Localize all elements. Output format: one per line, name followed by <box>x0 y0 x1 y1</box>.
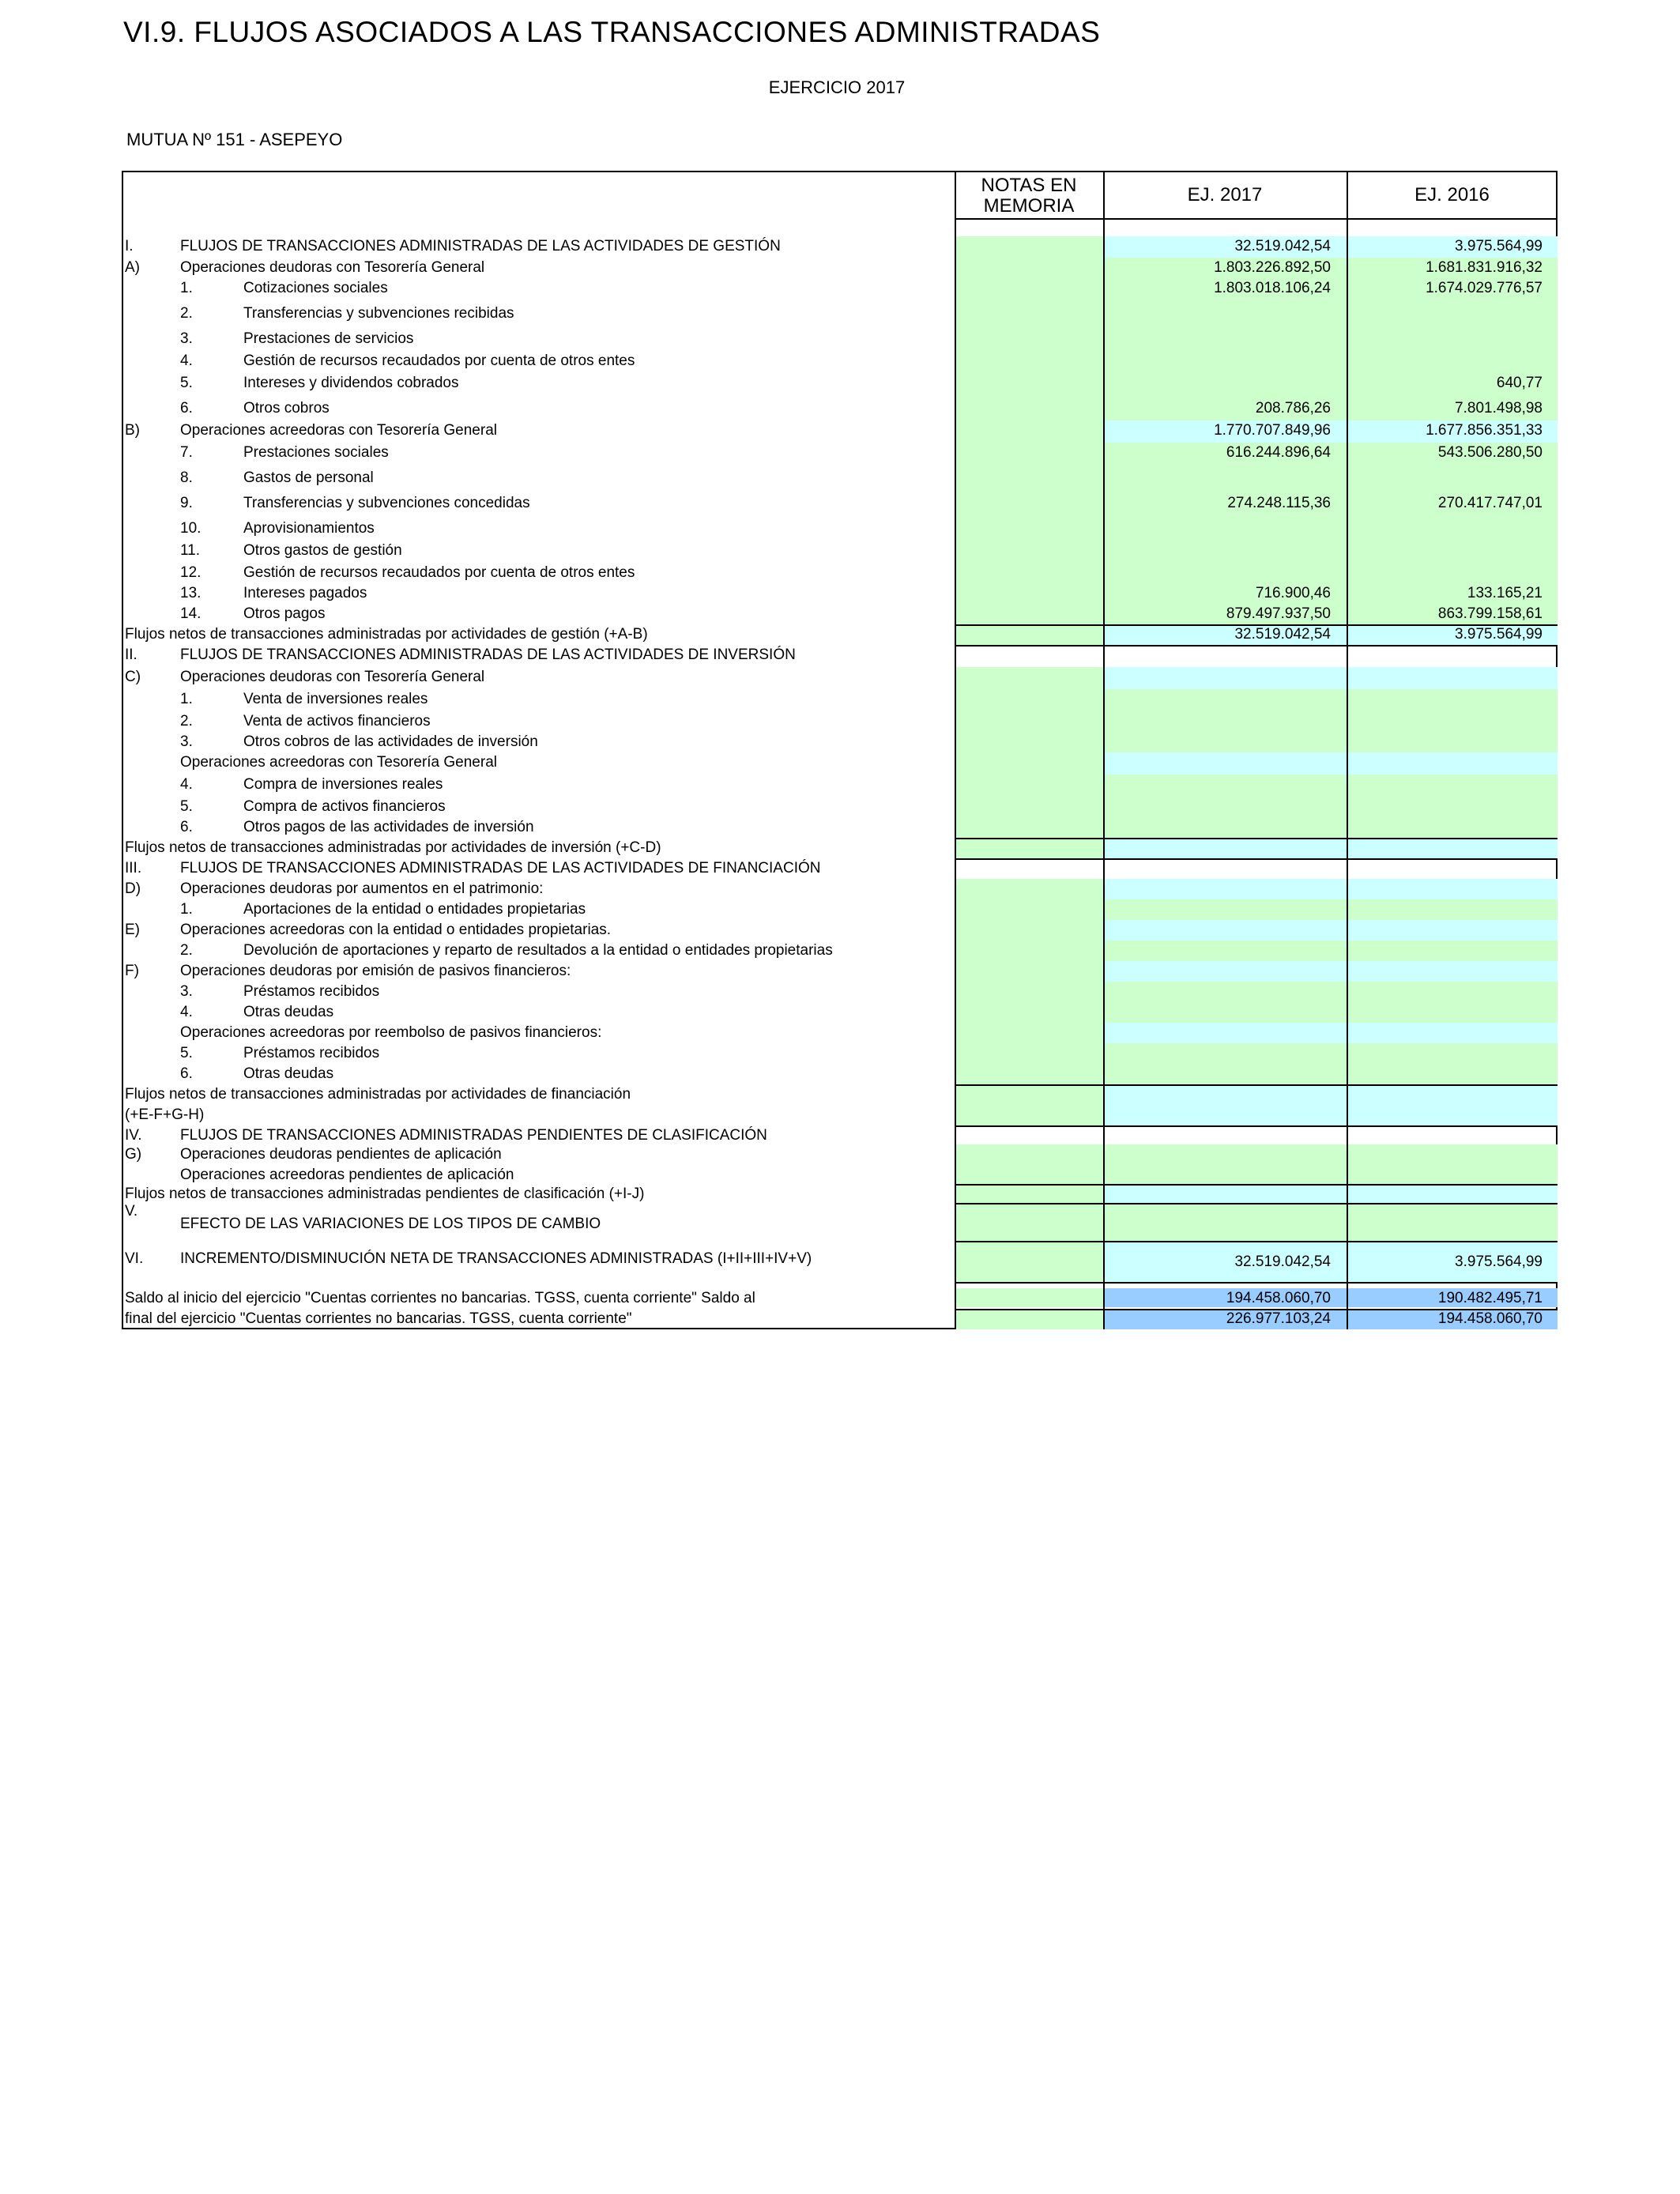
row-number: 6. <box>180 819 193 835</box>
row-label: Otras deudas <box>243 1065 334 1082</box>
table-row <box>123 518 1558 541</box>
table-row <box>123 775 1558 797</box>
column-divider <box>1103 171 1105 1329</box>
row-label: Venta de inversiones reales <box>243 691 428 707</box>
value-2016: 1.677.856.351,33 <box>1426 422 1543 439</box>
row-label: Préstamos recibidos <box>243 1045 380 1061</box>
table-row <box>123 443 1558 468</box>
row-code: IV. <box>125 1127 142 1144</box>
row-number: 2. <box>180 942 193 959</box>
row-number: 3. <box>180 733 193 750</box>
table-row <box>123 879 1558 899</box>
row-label: Compra de inversiones reales <box>243 776 443 793</box>
table-row <box>123 797 1558 817</box>
row-label: Saldo al inicio del ejercicio "Cuentas corrientes no bancarias. TGSS, cuenta corriente" Saldo al <box>125 1290 755 1306</box>
row-label: Otros cobros <box>243 400 330 417</box>
value-2017: 208.786,26 <box>1255 400 1331 417</box>
value-2016: 7.801.498,98 <box>1455 400 1543 417</box>
row-code: II. <box>125 647 137 663</box>
section-rule <box>955 1282 1558 1284</box>
row-label: INCREMENTO/DISMINUCIÓN NETA DE TRANSACCIONES ADMINISTRADAS (I+II+III+IV+V) <box>180 1250 812 1267</box>
value-2017: 716.900,46 <box>1255 585 1331 601</box>
table-row <box>123 899 1558 920</box>
value-2017: 879.497.937,50 <box>1226 605 1331 622</box>
section-rule <box>955 1084 1558 1086</box>
row-label: Cotizaciones sociales <box>243 280 388 296</box>
row-number: 11. <box>180 542 201 559</box>
row-code: C) <box>125 669 141 685</box>
row-number: 10. <box>180 520 202 537</box>
table-row <box>123 258 1558 280</box>
row-label: Operaciones acreedoras con Tesorería General <box>180 422 497 439</box>
table-row <box>123 604 1558 624</box>
row-label: Otras deudas <box>243 1004 334 1020</box>
row-label: FLUJOS DE TRANSACCIONES ADMINISTRADAS PENDIENTES DE CLASIFICACIÓN <box>180 1127 767 1144</box>
table-row <box>123 920 1558 941</box>
table-row <box>123 1043 1558 1064</box>
row-label: Préstamos recibidos <box>243 983 380 1000</box>
row-label: Operaciones deudoras pendientes de aplicación <box>180 1146 502 1163</box>
table-row <box>123 752 1558 775</box>
page-title: VI.9. FLUJOS ASOCIADOS A LAS TRANSACCIONES ADMINISTRADAS <box>123 16 1101 48</box>
row-code: E) <box>125 922 140 938</box>
row-number: 13. <box>180 585 202 601</box>
row-label: Flujos netos de transacciones administradas por actividades de gestión (+A-B) <box>125 626 648 643</box>
value-2017: 1.803.018.106,24 <box>1214 280 1331 296</box>
value-2017: 32.519.042,54 <box>1234 1253 1331 1270</box>
section-rule <box>955 838 1558 839</box>
header-year-2017: EJ. 2017 <box>1103 171 1347 220</box>
table-row <box>123 303 1558 329</box>
row-number: 2. <box>180 305 193 322</box>
table-row <box>123 1241 1558 1282</box>
row-label: Operaciones acreedoras con Tesorería General <box>180 754 497 771</box>
value-2017: 32.519.042,54 <box>1234 238 1331 254</box>
column-divider <box>955 171 956 1329</box>
value-2017: 274.248.115,36 <box>1227 495 1331 511</box>
table-row <box>123 1184 1558 1203</box>
row-number: 4. <box>180 352 193 369</box>
table-row <box>123 468 1558 493</box>
row-label: Aprovisionamientos <box>243 520 375 537</box>
row-label: Operaciones deudoras con Tesorería General <box>180 669 485 685</box>
row-label: Gestión de recursos recaudados por cuenta de otros entes <box>243 564 635 581</box>
table-row <box>123 1144 1558 1165</box>
value-2017: 32.519.042,54 <box>1234 626 1331 643</box>
table-row <box>123 583 1558 604</box>
row-number: 9. <box>180 495 193 511</box>
row-number: 3. <box>180 983 193 1000</box>
value-2017: 1.770.707.849,96 <box>1214 422 1331 439</box>
row-number: 2. <box>180 713 193 729</box>
row-label: Prestaciones sociales <box>243 444 389 461</box>
row-label: Otros pagos <box>243 605 326 622</box>
row-label: FLUJOS DE TRANSACCIONES ADMINISTRADAS DE LAS ACTIVIDADES DE GESTIÓN <box>180 238 781 254</box>
row-code: VI. <box>125 1250 144 1267</box>
table-row <box>123 563 1558 583</box>
value-2016: 640,77 <box>1496 375 1543 391</box>
table-row <box>123 858 1558 879</box>
ejercicio-text: EJERCICIO 2017 <box>768 77 906 97</box>
row-number: 3. <box>180 330 193 347</box>
section-rule <box>955 645 1558 647</box>
table-row <box>123 1002 1558 1023</box>
row-label: Otros cobros de las actividades de inversión <box>243 733 538 750</box>
row-label: Flujos netos de transacciones administradas por actividades de inversión (+C-D) <box>125 839 661 856</box>
row-label: Gestión de recursos recaudados por cuenta de otros entes <box>243 352 635 369</box>
row-number: 14. <box>180 605 202 622</box>
value-2017: 226.977.103,24 <box>1226 1310 1331 1327</box>
row-number: 5. <box>180 798 193 815</box>
row-label: (+E-F+G-H) <box>125 1106 205 1123</box>
row-code: A) <box>125 259 140 276</box>
row-number: 4. <box>180 1004 193 1020</box>
row-number: 1. <box>180 691 193 707</box>
row-number: 4. <box>180 776 193 793</box>
row-number: 12. <box>180 564 202 581</box>
table-row <box>123 711 1558 732</box>
section-rule <box>955 1203 1558 1204</box>
value-2016: 1.674.029.776,57 <box>1426 280 1543 296</box>
section-rule <box>955 1241 1558 1242</box>
table-row <box>123 1288 1558 1307</box>
value-2016: 133.165,21 <box>1467 585 1543 601</box>
table-row <box>123 1084 1558 1105</box>
row-label: Otros pagos de las actividades de inversión <box>243 819 534 835</box>
table-row <box>123 689 1558 711</box>
table-row <box>123 667 1558 689</box>
section-rule <box>955 1309 1558 1310</box>
table-row <box>123 1105 1558 1125</box>
row-label: EFECTO DE LAS VARIACIONES DE LOS TIPOS DE CAMBIO <box>180 1216 601 1232</box>
value-2016: 1.681.831.916,32 <box>1426 259 1543 276</box>
table-row <box>123 645 1558 667</box>
row-label: Flujos netos de transacciones administradas por actividades de financiación <box>125 1086 631 1103</box>
row-code: I. <box>125 238 134 254</box>
value-2016: 270.417.747,01 <box>1437 495 1543 511</box>
table-row <box>123 1165 1558 1184</box>
row-label: Transferencias y subvenciones recibidas <box>243 305 514 322</box>
row-label: Aportaciones de la entidad o entidades propietarias <box>243 901 586 918</box>
section-rule <box>955 1184 1558 1186</box>
row-label: Venta de activos financieros <box>243 713 431 729</box>
table-row <box>123 541 1558 563</box>
table-row <box>123 373 1558 398</box>
row-label: Operaciones deudoras por aumentos en el patrimonio: <box>180 880 544 897</box>
table-row <box>123 838 1558 858</box>
table-row <box>123 420 1558 443</box>
row-label: Operaciones acreedoras pendientes de aplicación <box>180 1167 514 1183</box>
row-number: 1. <box>180 901 193 918</box>
header-notes: NOTAS EN MEMORIA <box>955 171 1103 220</box>
table-row <box>123 817 1558 838</box>
row-label: Operaciones acreedoras con la entidad o entidades propietarias. <box>180 922 612 938</box>
row-label: Intereses y dividendos cobrados <box>243 375 459 391</box>
table-row <box>123 941 1558 961</box>
row-number: 6. <box>180 400 193 417</box>
table-row <box>123 278 1558 303</box>
row-label: Gastos de personal <box>243 469 374 486</box>
row-label: FLUJOS DE TRANSACCIONES ADMINISTRADAS DE LAS ACTIVIDADES DE FINANCIACIÓN <box>180 860 821 876</box>
section-rule <box>955 1125 1558 1127</box>
table-row <box>123 982 1558 1002</box>
value-2016: 194.458.060,70 <box>1437 1310 1543 1327</box>
value-2016: 543.506.280,50 <box>1437 444 1543 461</box>
value-2017: 616.244.896,64 <box>1226 444 1331 461</box>
row-label: Devolución de aportaciones y reparto de resultados a la entidad o entidades propietarias <box>243 942 833 959</box>
row-code: V. <box>125 1203 138 1220</box>
value-2016: 3.975.564,99 <box>1455 238 1543 254</box>
table-row <box>123 1203 1558 1241</box>
table-row <box>123 493 1558 518</box>
row-label: final del ejercicio "Cuentas corrientes no bancarias. TGSS, cuenta corriente" <box>125 1310 632 1327</box>
row-number: 5. <box>180 1045 193 1061</box>
ejercicio-label <box>0 77 1680 98</box>
row-label: Flujos netos de transacciones administradas pendientes de clasificación (+I-J) <box>125 1186 645 1202</box>
value-2017: 194.458.060,70 <box>1226 1290 1331 1306</box>
row-number: 8. <box>180 469 193 486</box>
row-label: FLUJOS DE TRANSACCIONES ADMINISTRADAS DE LAS ACTIVIDADES DE INVERSIÓN <box>180 647 796 663</box>
value-2016: 3.975.564,99 <box>1455 626 1543 643</box>
row-number: 7. <box>180 444 193 461</box>
value-2016: 3.975.564,99 <box>1455 1253 1543 1270</box>
row-code: G) <box>125 1146 142 1163</box>
row-number: 5. <box>180 375 193 391</box>
row-code: D) <box>125 880 141 897</box>
table-row <box>123 1023 1558 1043</box>
table-row <box>123 329 1558 351</box>
row-code: III. <box>125 860 142 876</box>
row-code: F) <box>125 963 139 979</box>
row-code: B) <box>125 422 140 439</box>
table-row <box>123 732 1558 752</box>
section-rule <box>955 624 1558 626</box>
table-row <box>123 351 1558 373</box>
header-year-2016: EJ. 2016 <box>1347 171 1558 220</box>
table-row <box>123 624 1558 645</box>
row-label: Intereses pagados <box>243 585 367 601</box>
table-row <box>123 398 1558 420</box>
row-label: Operaciones acreedoras por reembolso de pasivos financieros: <box>180 1024 602 1041</box>
row-label: Transferencias y subvenciones concedidas <box>243 495 530 511</box>
table-row <box>123 1309 1558 1329</box>
table-row <box>123 236 1558 258</box>
row-label: Operaciones deudoras por emisión de pasivos financieros: <box>180 963 571 979</box>
column-divider <box>1347 171 1348 1329</box>
row-label: Operaciones deudoras con Tesorería General <box>180 259 485 276</box>
row-label: Compra de activos financieros <box>243 798 446 815</box>
value-2017: 1.803.226.892,50 <box>1214 259 1331 276</box>
table-row <box>123 1064 1558 1084</box>
entity-label: MUTUA Nº 151 - ASEPEYO <box>126 130 343 149</box>
row-label: Otros gastos de gestión <box>243 542 402 559</box>
table-row <box>123 1125 1558 1144</box>
section-rule <box>955 858 1558 860</box>
table-row <box>123 961 1558 982</box>
value-2016: 863.799.158,61 <box>1437 605 1543 622</box>
row-number: 6. <box>180 1065 193 1082</box>
row-number: 1. <box>180 280 193 296</box>
row-label: Prestaciones de servicios <box>243 330 414 347</box>
value-2016: 190.482.495,71 <box>1437 1290 1543 1306</box>
